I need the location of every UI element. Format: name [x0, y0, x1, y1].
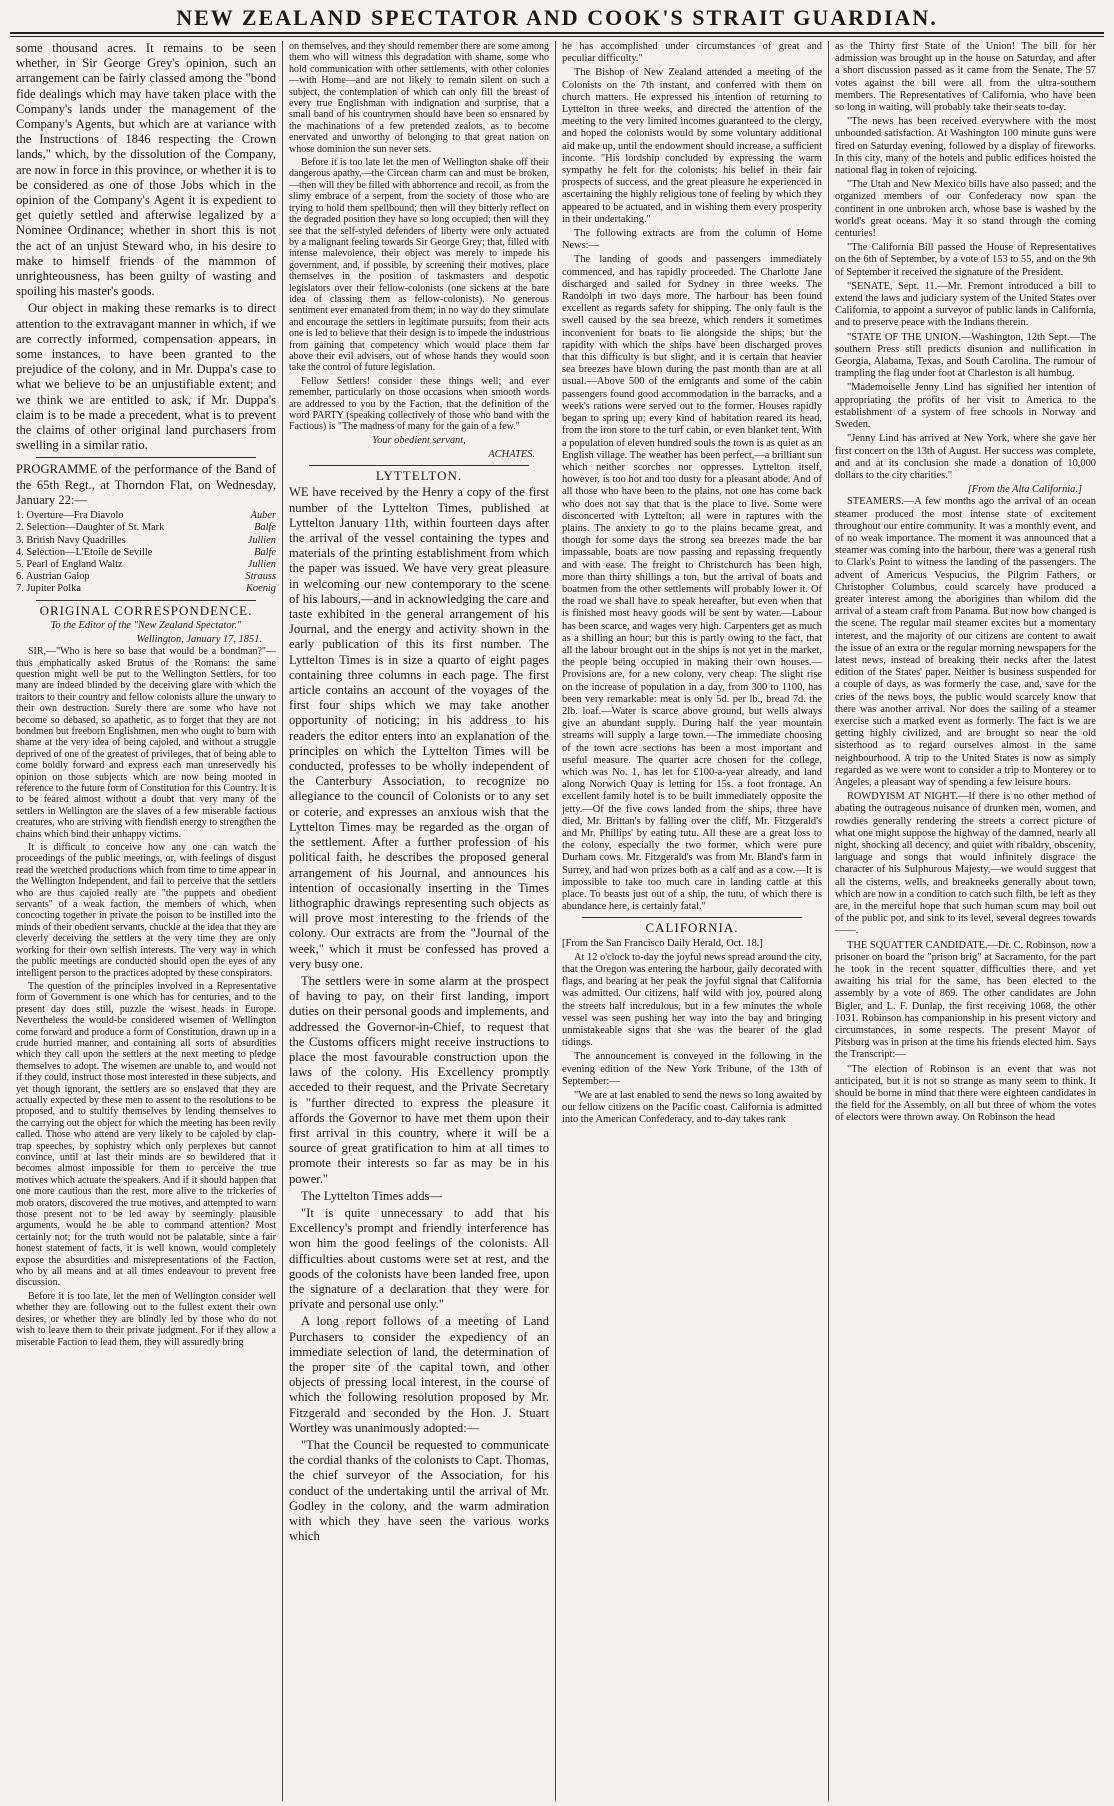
programme-title: 7. Jupiter Polka — [16, 583, 81, 595]
programme-title: 4. Selection—L'Etoile de Seville — [16, 546, 153, 558]
letter-paragraph: Before it is too late, let the men of Wellington consider well whether they are following out to the fullest extent their own desires, or whether they are blindly led by those who do not wish to leave them to their private judgment. For if they allow a miserable Faction to lead them, they will assuredly bring — [16, 1290, 276, 1348]
article-paragraph: The following extracts are from the column of Home News:— — [562, 228, 822, 252]
programme-composer: Auber — [250, 510, 276, 522]
programme-intro: PROGRAMME of the performance of the Band of the 65th Regt., at Thorndon Flat, on Wednesday, January 22:— — [16, 462, 276, 507]
article-paragraph: "Mademoiselle Jenny Lind has signified her intention of appropriating the profits of her visit to America to the establishment of a system of free schools in Norway and Sweden. — [835, 382, 1096, 431]
masthead: NEW ZEALAND SPECTATOR AND COOK'S STRAIT GUARDIAN. — [176, 5, 938, 30]
programme-list — [16, 510, 276, 595]
letter-paragraph: Before it is too late let the men of Wellington shake off their dangerous apathy,—the Circean charm can and must be broken,—then will they be filled with abhorrence and recoil, as from the slimy embrace of a serpent, from the society of those who are trying to hold them spellbound; then will they bitterly reflect on the degraded position they have so long occupied; then will they see that the self-styled defenders of liberty were only actuated by a malignant feeling towards Sir George Grey; that, filled with intense malevolence, their object was merely to impede his government, and, if possible, by screening their motives, place themselves in the position of taskmasters and despotic legislators over their fellow-colonists (one sickens at the bare idea of classing them as fellow-colonists). No generous sentiment ever emanated from them; in no way do they stimulate and encourage the settlers in legitimate pursuits; from their acts one is led to believe that their design is to impede the industrious from gaining that competency which would place them far above their evil advisers, out of whose hands they would soon take the control of future legislation. — [289, 157, 549, 374]
section-heading: CALIFORNIA. — [645, 920, 739, 936]
article-paragraph: WE have received by the Henry a copy of the first number of the Lyttelton Times, published at Lyttelton January 11th, within fourteen days after the arrival of the vessel containing the types and materials of the printing establishment from which the paper was issued. We have very great pleasure in welcoming our new contemporary to the scene of his labours,—and in acknowledging the care and taste exhibited in the general arrangement of his Journal, and the energy and activity shown in the early publication of this its first number. The Lyttelton Times is in size a quarto of eight pages containing three columns in each page. The first article contains an account of the voyages of the first four ships which we may take another opportunity of noticing; in his address to his readers the editor enters into an explanation of the principles on which the Lyttelton Times will be conducted, professes to be wholly independent of the Canterbury Association, to recognize no allegiance to the council of Colonists or to any set or coterie, and expresses an anxious wish that the Lyttelton Times may be regarded as the organ of the settlement. After a further profession of his political faith, he describes the proposed general arrangement of his Journal, and announces his intention of occasionally inserting in the Times lithographic drawings representing such objects as will prove most interesting to the friends of the colony. Our extracts are from the "Journal of the week," which it must be confessed has proved a very busy one. — [289, 485, 549, 971]
article-source: [From the San Francisco Daily Herald, Oct. 18.] — [562, 937, 763, 949]
programme-composer: Strauss — [245, 571, 276, 583]
programme-title: 3. British Navy Quadrilles — [16, 534, 126, 546]
programme-item — [16, 583, 276, 595]
programme-item — [16, 535, 276, 547]
letter-dateline: Wellington, January 17, 1851. — [136, 633, 262, 645]
article-paragraph: "Jenny Lind has arrived at New York, where she gave her first concert on the 13th of August. Her success was complete, and and at its conclusion she made a donation of 10,000 dollars to the city charities." — [835, 433, 1096, 481]
section-heading: ORIGINAL CORRESPONDENCE. — [39, 602, 253, 618]
programme-item — [16, 559, 276, 571]
column-2 — [283, 41, 556, 1801]
columns — [10, 41, 1104, 1801]
article-paragraph: "That the Council be requested to communicate the cordial thanks of the colonists to Capt. Thomas, the chief surveyor of the Association, for his conduct of the undertaking until the arrival of Mr. Godley in the colony, and the warm admiration with which they have seen the various works which — [289, 1438, 549, 1544]
letter-valediction: Your obedient servant, — [372, 434, 466, 446]
letter-signature: ACHATES. — [488, 449, 535, 461]
letter-paragraph: Fellow Settlers! consider these things well; and ever remember, particularly on those occasions when smooth words are addressed to you by the Faction, that the definition of the word PARTY (speaking collectively of those who band with the Factious) is "The madness of many for the gain of a few." — [289, 375, 549, 433]
article-paragraph: ROWDYISM AT NIGHT.—If there is no other method of abating the outrageous nuisance of drunken men, women, and rowdies generally rendering the streets a correct picture of what one might suppose the highway of the damned, nearly all night, shocking all decency, and quiet with ribaldry, obscenity, language and songs that would infinitely disgrace the character of his Sulphurous Majesty,—we would suggest that all the cisterns, wells, and breakneeks generally about town, which are now in a condition to catch such filth, be left as they are, in the merciful hope that such human scum may boil out of the public pot, and sink to its level, several degrees towards ——. — [835, 791, 1096, 937]
article-paragraph: Our object in making these remarks is to direct attention to the extravagant manner in which, if we are correctly informed, compensation appears, in some instances, to have been granted to the prejudice of the colony, and in Mr. Duppa's case to what we believe to be an unjustifiable extent; and we think we are entitled to ask, if Mr. Duppa's claim is to be made a precedent, what is to prevent the claims of other original land purchasers from swelling in a similar ratio. — [16, 301, 276, 453]
article-paragraph: At 12 o'clock to-day the joyful news spread around the city, that the Oregon was entering the harbour, gaily decorated with flags, and bearing at her peak the joyful signal that California was admitted. Our citizens, half wild with joy, poured along the streets half incredulous, but in a few minutes the whole vessel was seen pushing her way into the bay and bringing unmistakeable signs that she was the bearer of the glad tidings. — [562, 951, 822, 1049]
article-paragraph: "The California Bill passed the House of Representatives on the 6th of September, by a vote of 153 to 55, and on the 9th of September it received the signature of the President. — [835, 242, 1096, 278]
article-paragraph: A long report follows of a meeting of Land Purchasers to consider the expediency of an immediate selection of land, the determination of the proper site of the capital town, and other objects of pressing local interest, in the course of which the following resolution proposed by Mr. Fitzgerald and seconded by the Hon. J. Stuart Wortley was unanimously adopted:— — [289, 1314, 549, 1435]
letter-paragraph: The question of the principles involved in a Representative form of Government is one which has for centuries, and to the present day does still, puzzle the wisest heads in Europe. Nevertheless the would-be considered wisemen of Wellington come forward and produce a form of Constitution, drawn up in a crude hurried manner, and containing all sorts of absurdities which they call upon the settlers at the next meeting to pledge themselves to adopt. The wisemen are unable to, and would not if they could, instruct those most interested in these subjects, and yet though ignorant, the settlers are so enslaved that they are actually expected by these men to assent to the resolutions to be proposed, and to stultify themselves by lending themselves to the carrying out the object for which the meeting has been revily called. Those who attend are very likely to be cajoled by clap-trap speeches, by sophistry which only perplexes but cannot convince, until at last their minds are so bewildered that it becomes almost impossible for them to perceive the true motives which actuate the speakers. And if it should happen that one more cautious than the rest, more alive to the trickeries of mob orators, discovered the true motives, and attempted to warn those present not to be led away by seemingly plausible arguments, would he be able to command attention? Most certainly not; for the truth would not be palatable, since a fair honest statement of facts, it is well known, would completely expose the absurdities and misrepresentations of the Faction, who by all means and at all times endeavour to prevent free discussion. — [16, 980, 276, 1289]
article-paragraph: some thousand acres. It remains to be seen whether, in Sir George Grey's opinion, such an arrangement can be fairly classed among the "bond fide dealings which may have taken place with the Company's lands under the management of the Company's Agents, but which are at variance with the Instructions of 1846 respecting the Crown lands," which, by the dissolution of the Company, are now in force in this province, or whether it is to be considered as one of those Jobs which in the opinion of the Company's Agent it is expedient to get quietly settled and afterwise legalized by a Nominee Ordinance; whether in short this is not the act of an unjust Steward who, in his desire to make to himself friends of the mammon of unrighteousness, has been guilty of wasting and spoiling his master's goods. — [16, 41, 276, 299]
article-paragraph: The settlers were in some alarm at the prospect of having to pay, on their first landing, import duties on their personal goods and implements, and addressed the Governor-in-Chief, to request that the Customs officers might receive instructions to place the most favourable construction upon the laws of the colony. His Excellency promptly acceded to their request, and the Private Secretary is "further directed to express the pleasure it affords the Governor to have met them upon their first arrival in this country, where it will be a source of great gratification to him at all times to promote their interests so far as may be in his power." — [289, 973, 549, 1186]
letter-paragraph: SIR,—"Who is here so base that would be a bondman?"—thus emphatically asked Brutus of the Romans: the same question might well be put to the Wellington Settlers, for too many are indeed blinded by the deceiving glare with which the traitors to their country and fellow colonists allure the unwary to their own destruction. Surely there are some who have not become so debased, so apathetic, as to forget that they are not bondmen but freeborn Englishmen, men who ought to burn with shame at the very idea of being cajoled, and without a struggle deprived of one of the greatest of privileges, that of being able to come boldly forward and express each man unreservedly his opinion on those subjects which are now being mooted in reference to the future form of Constitution for this Country. It is to be feared almost without a doubt that very many of the settlers in Wellington are the slaves of a few miserable factious creatures, who are striving with fiendish energy to strengthen the chains which bind their unhappy victims. — [16, 646, 276, 840]
column-4 — [829, 41, 1102, 1801]
programme-item — [16, 510, 276, 522]
article-paragraph: "The Utah and New Mexico bills have also passed; and the organized members of our Confederacy now span the continent in one unbroken arch, whose base is washed by the world's great oceans. May it so stand through the coming centuries! — [835, 179, 1096, 240]
article-paragraph: "The news has been received everywhere with the most unbounded satisfaction. At Washington 100 minute guns were fired on Saturday evening, followed by a display of fireworks. In this city, many of the hotels and public edifices hoisted the national flag in token of rejoicing. — [835, 116, 1096, 177]
programme-item — [16, 522, 276, 534]
programme-composer: Balfe — [254, 546, 276, 558]
column-1 — [10, 41, 283, 1801]
section-divider — [582, 917, 802, 918]
article-paragraph: "The election of Robinson is an event that was not anticipated, but it is not so strange as many seem to think. It should be borne in mind that there were eighteen candidates in the field for the Assembly, on all but three of whom the votes of electors were thrown away. On Robinson the head — [835, 1063, 1096, 1124]
letter-paragraph: It is difficult to conceive how any one can watch the proceedings of the public meetings, or, with feelings of disgust read the wretched productions which from time to time appear in the Wellington Independent, and fail to perceive that the settlers who are thus cajoled really are "the puppets and obedient servants" of a weak faction, the members of which, when concocting together in private the poison to be instilled into the minds of their obedient servants, chuckle at the idea that they are cleverly deceiving the settlers at the very time they are only working for their own selfish interests. The very way in which the public meetings are conducted should open the eyes of any intelligent person to the practices adopted by these conspirators. — [16, 842, 276, 979]
section-divider — [36, 457, 256, 458]
article-paragraph: "We are at last enabled to send the news so long awaited by our fellow citizens on the Pacific coast. California is admitted into the American Confederacy, and to-day takes rank — [562, 1090, 822, 1126]
letter-paragraph: on themselves, and they should remember there are some among them who will witness this degradation with shame, some who hold communication with other settlements, with other colonies—with Home—and are not likely to remain silent on such a subject, the contemplation of which can only fill the breast of every true Englishman with indignation and surprise, that a small band of his countrymen should have been so ensnared by the machinations of a few pretended zealots, as to become enervated and unworthy of belonging to that great nation on whose dominion the sun never sets. — [289, 41, 549, 155]
programme-item — [16, 571, 276, 583]
programme-title: 5. Pearl of England Waltz — [16, 558, 123, 570]
article-paragraph: THE SQUATTER CANDIDATE.—Dr. C. Robinson, now a prisoner on board the "prison brig" at Sacramento, for the part he took in the recent squatter difficulties there, and yet awaiting his trial for the same, has been elected to the assembly by a vote of 869. The other candidates are John Bigler, and L. F. Dunlap, the first receiving 1068, the other 1031. Robinson has companionship in his present victory and circumstances, in some respects. The present Mayor of Pitsburg was in prison at the time his friends elected him. Says the Transcript:— — [835, 939, 1096, 1061]
article-paragraph: "It is quite unnecessary to add that his Excellency's prompt and friendly interference has won him the good feelings of the colonists. All difficulties about customs were set at rest, and the goods of the colonists have been landed free, upon the signature of a declaration that they were for private and personal use only." — [289, 1205, 549, 1312]
programme-composer: Balfe — [254, 522, 276, 534]
article-paragraph: he has accomplished under circumstances of great and peculiar difficulty." — [562, 41, 822, 65]
programme-item — [16, 547, 276, 559]
programme-composer: Jullien — [247, 534, 276, 546]
article-paragraph: STEAMERS.—A few months ago the arrival of an ocean steamer produced the most intense state of excitement throughout our entire community. It was a monthly event, and of no weak importance. The moment it was announced that a steamer was coming into the harbour, there was a general rush to Clark's Point to witness the landing of the passengers. The advent of Americus Vespucius, the Pilgrim Fathers, or Christopher Columbus, could scarcely have produced a greater interest among the aborigines than whilom did the arrival of a steam craft from Panama. But now how changed is the scene. The regular mail steamer excites but a momentary interest, and the majority of our citizens are content to await the issue of an extra or the regular morning newspapers for the latest news, instead of breaking their necks after the latest edition of the States' paper. Neither is business suspended for a couple of days, as was formerly the case, and, save for the cries of the news boys, the public would scarcely know that there was another arrival. Nor does the sailing of a steamer exercise such a marked event as formerly. The fact is we are getting highly civilized, and are brought so near the old sisterhood as to regard ourselves almost in the same neighbourhood. A trip to the United States is now as simply regarded as we were wont to consider a trip to Monterey or to Angeles, a pleasant way of spending a few leisure hours. — [835, 496, 1096, 788]
section-divider — [36, 600, 256, 601]
programme-composer: Koenig — [245, 583, 276, 595]
section-heading: LYTTELTON. — [375, 468, 463, 484]
article-paragraph: The Lyttelton Times adds— — [301, 1188, 442, 1203]
programme-title: 6. Austrian Galop — [16, 571, 90, 583]
article-paragraph: "SENATE, Sept. 11.—Mr. Fremont introduced a bill to extend the laws and judiciary system of the United States over California, to appoint a surveyor of public lands in California, and to preserve peace with the Indians therein. — [835, 280, 1096, 329]
article-paragraph: The Bishop of New Zealand attended a meeting of the Colonists on the 7th instant, and conferred with them on church matters. He expressed his intention of returning to Lyttelton in three weeks, and directed the attention of the meeting to the very limited incomes guaranteed to the clergy, and hoped the colonists would by some voluntary additional aid make up, until the endowment should increase, a sufficient income. "His lordship concluded by expressing the warm sympathy he felt for the colonists; his belief in their fair prospects of success, and the great pleasure he experienced in ascertaining the highly religious tone of feeling by which they appeared to be actuated, and in wishing them every prosperity in their undertaking." — [562, 67, 822, 225]
article-paragraph: The landing of goods and passengers immediately commenced, and has rapidly proceeded. The Charlotte Jane discharged and sailed for Sydney in three weeks. The Randolph in two days more. The harbour has been found excellent as regards safety for shipping. The only fault is the swell caused by the sea breeze, which renders it sometimes inconvenient for boats to lie alongside the ships; but the rapidity with which the ships have been discharged proves that this difficulty is but slight, and it is certain that heavier sea breezes have blown during the past month than are at all usual.—Above 500 of the emigrants and some of the cabin passengers found good accommodation in the barracks, and a week's rations were served out to the former. Houses rapidly began to spring up; every kind of habitation reared its head, from the iron store to the turf cabin, or even blanket tent. With a population of eleven hundred souls the town is as quiet as an English village. The weather has been perfect,—a brilliant sun which neither scorches nor oppresses. Lyttelton itself, however, is too hot and too dusty for a pleasant abode. And of all those who have been to the plains, not one has come back who does not say that that is the place to live. Some were disconcerted with Lyttelton; all were in raptures with the plains. The anxiety to go to the plains became great, and though for some days the strong sea breezes made the bar impassable, boats are now passing and repassing frequently and with ease. The freight to Christchurch has been high, more than thirty shillings a ton, but the arrival of boats and boatmen from the other settlements will probably lower it. Of the road we shall have to speak hereafter, but even when that is finished most heavy goods will be sent by water.—Labour has been scarce, and wages very high. Carpenters get as much as a shilling an hour; but this is partly owing to the fact, that all the labour brought out in the ships is not yet in the market, the people being occupied in making their own houses.—Provisions are, for a new colony, very cheap. The slight rise on the increase of population in a day, from 300 to 1100, has been very remarkable: meat is only 5d. per lb., bread 7d. the 2lb. loaf.—Water is scarce above ground, but wells always give an abundant supply. During half the year mountain streams will supply a large town.—The immediate choosing of the town acre sections has been a most important and useful measure. The quarter acre chosen for the college, which was No. 1, has let for £100-a-year already, and land along Norwich Quay is letting for 15s. a foot frontage. An excellent family hotel is to be built immediately opposite the jetty.—Of the five cows landed from the ships, three have died, Mr. Brittan's by falling over the cliff, Mr. Fitzgerald's and Mr. Phillips' by eating tutu. All these are a great loss to the colony, especially the two former, which were pure Durham cows. Mr. Fitzgerald's was from Mr. Bland's farm in Surrey, and had won prizes both as a calf and as a cow.—It is impossible to take too much care in landing cattle at this place. To beasts just out of a ship, the tutu, of which there is abundance here, is certainly fatal." — [562, 254, 822, 913]
letter-address: To the Editor of the "New Zealand Spectator." — [50, 619, 242, 631]
programme-title: 2. Selection—Daughter of St. Mark — [16, 522, 165, 534]
article-source: [From the Alta California.] — [967, 484, 1082, 496]
article-paragraph: "STATE OF THE UNION.—Washington, 12th Sept.—The southern Press still predicts disunion and nullification in Georgia, Alabama, Texas, and South Carolina. The rumour of trampling the flag under foot at Charleston is all humbug. — [835, 331, 1096, 380]
article-paragraph: The announcement is conveyed in the following in the evening edition of the New York Tribune, of the 13th of September:— — [562, 1051, 822, 1087]
masthead-rule — [10, 32, 1104, 34]
column-3 — [556, 41, 829, 1801]
masthead-rule-thin — [10, 36, 1104, 37]
article-paragraph: as the Thirty first State of the Union! The bill for her admission was brought up in the house on Saturday, and after a short discussion passed as it came from the Senate. The 57 votes against the bill were all from the ultra-southern members. The Representatives of California, who have been so long in waiting, will probably take their seats to-day. — [835, 41, 1096, 114]
section-divider — [309, 465, 529, 466]
programme-composer: Jullien — [247, 558, 276, 570]
programme-title: 1. Overture—Fra Diavolo — [16, 510, 124, 522]
